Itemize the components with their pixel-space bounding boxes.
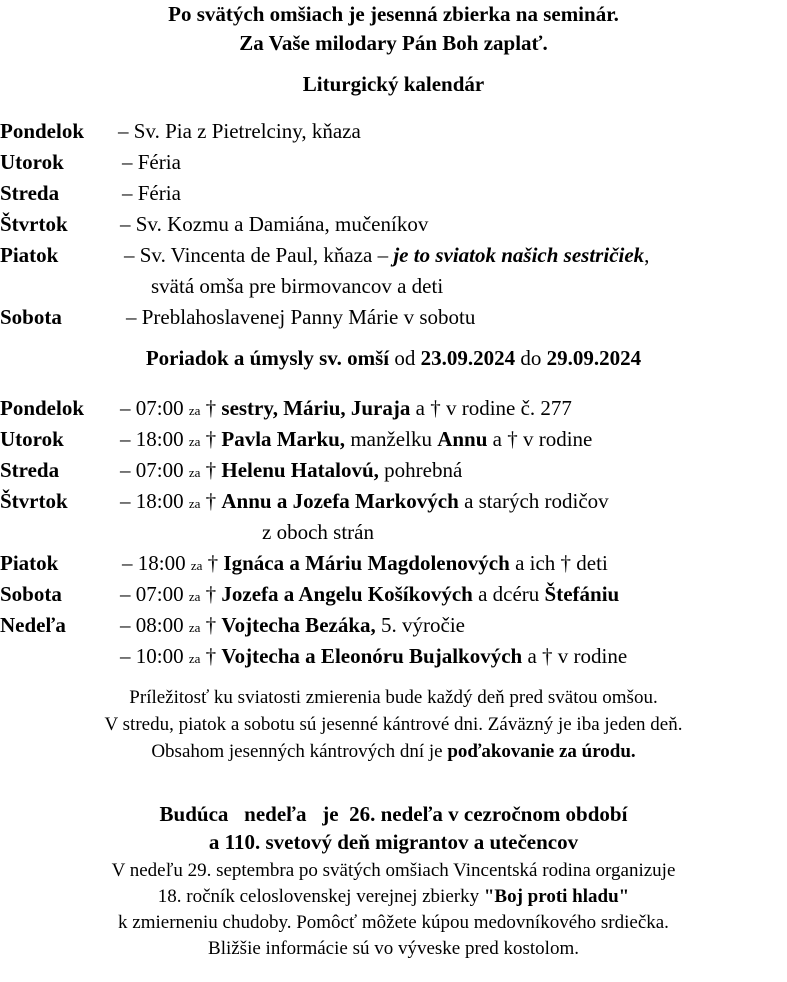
calendar-day: Štvrtok (0, 212, 68, 236)
calendar-day: Utorok (0, 150, 64, 174)
mass-za: za (188, 496, 201, 511)
mass-day: Piatok (0, 551, 59, 575)
calendar-entry: – Sv. Pia z Pietrelciny, kňaza (118, 119, 361, 143)
calendar-entry: – Preblahoslavenej Panny Márie v sobotu (126, 305, 476, 329)
mass-day: Pondelok (0, 396, 85, 420)
collection-notice (0, 0, 787, 58)
calendar-entry: – Féria (122, 150, 181, 174)
mass-za: za (190, 558, 203, 573)
calendar-entry: – Sv. Kozmu a Damiána, mučeníkov (120, 212, 429, 236)
calendar-entry-emphasis: je to sviatok našich sestričiek (393, 243, 645, 267)
mass-intention-text: pohrebná (378, 458, 463, 482)
mass-time: – 18:00 (120, 427, 184, 451)
mass-intention-text: a ich † deti (509, 551, 608, 575)
mass-cross: † (205, 396, 222, 420)
mass-day: Streda (0, 458, 60, 482)
notice-line-2: Za Vaše milodary Pán Boh zaplať. (239, 31, 548, 55)
announcements (0, 684, 787, 765)
calendar-entry (124, 240, 649, 271)
mass-cross: † (207, 551, 224, 575)
mass-day: Štvrtok (0, 489, 68, 513)
notice-line-1: Po svätých omšiach je jesenná zbierka na seminár. (168, 2, 619, 26)
next-sunday-line: Budúca nedeľa je 26. nedeľa v cezročnom období (159, 802, 628, 826)
mass-time: – 08:00 (120, 613, 184, 637)
announcement-emphasis: poďakovanie za úrodu. (447, 741, 636, 762)
mass-day: Utorok (0, 427, 64, 451)
mass-intention-text-2: a † v rodine (487, 427, 593, 451)
mass-time: – 07:00 (120, 396, 184, 420)
next-sunday-heading (0, 800, 787, 856)
mass-day: Nedeľa (0, 613, 66, 637)
vincent-campaign-name: "Boj proti hladu" (483, 886, 630, 907)
announcement-text: Obsahom jesenných kántrových dní je (151, 741, 448, 762)
mass-intention-names: Annu a Jozefa Markových (221, 489, 459, 513)
calendar-title: Liturgický kalendár (302, 72, 485, 96)
vincent-line: k zmierneniu chudoby. Pomôcť môžete kúpou medovníkového srdiečka. (118, 912, 669, 933)
mass-time: – 18:00 (122, 551, 186, 575)
calendar-entry-text: – Sv. Vincenta de Paul, kňaza – (124, 243, 394, 267)
mass-title-main: Poriadok a úmysly sv. omší (145, 346, 390, 370)
mass-intention-text: a † v rodine (522, 644, 628, 668)
announcement-line: V stredu, piatok a sobotu sú jesenné kántrové dni. Záväzný je iba jeden deň. (104, 714, 683, 735)
mass-intention-text: z oboch strán (262, 520, 374, 544)
mass-za: za (188, 589, 201, 604)
calendar-day: Sobota (0, 305, 62, 329)
mass-title-to: do (515, 346, 547, 370)
mass-entry (122, 548, 608, 581)
mass-za: za (188, 620, 201, 635)
vincent-line (0, 884, 787, 910)
mass-intention-names-2: Annu (437, 427, 488, 451)
mass-entry (120, 486, 609, 519)
calendar-day: Pondelok (0, 119, 85, 143)
mass-za: za (188, 651, 201, 666)
mass-title-from: od (389, 346, 421, 370)
mass-time: – 10:00 (120, 644, 184, 668)
vincent-line: V nedeľu 29. septembra po svätých omšiach Vincentská rodina organizuje (111, 860, 676, 881)
calendar-day: Streda (0, 181, 60, 205)
mass-cross: † (205, 613, 222, 637)
vincent-text: 18. ročník celoslovenskej verejnej zbierky (157, 886, 484, 907)
mass-za: za (188, 465, 201, 480)
mass-intention-names-2: Štefániu (544, 582, 620, 606)
mass-entry (120, 455, 462, 488)
mass-za: za (188, 434, 201, 449)
mass-intention-names: Jozefa a Angelu Košíkových (221, 582, 473, 606)
next-sunday-line: a 110. svetový deň migrantov a utečencov (208, 830, 579, 854)
mass-intention-names: Ignáca a Máriu Magdolenových (223, 551, 510, 575)
mass-entry (120, 393, 572, 426)
mass-time: – 07:00 (120, 458, 184, 482)
mass-intention-names: Pavla Marku, (221, 427, 346, 451)
mass-intention-names: Vojtecha a Eleonóru Bujalkových (221, 644, 523, 668)
mass-entry (120, 579, 619, 612)
mass-intention-text: a dcéru (472, 582, 545, 606)
mass-intention-text: manželku (345, 427, 438, 451)
mass-intention-text: 5. výročie (375, 613, 465, 637)
announcement-line (0, 738, 787, 765)
mass-za: za (188, 403, 201, 418)
calendar-day: Piatok (0, 243, 59, 267)
mass-intention-names: Helenu Hatalovú, (221, 458, 379, 482)
mass-time: – 07:00 (120, 582, 184, 606)
mass-cross: † (205, 582, 222, 606)
mass-day: Sobota (0, 582, 62, 606)
mass-schedule-title (0, 346, 787, 371)
announcement-line: Príležitosť ku sviatosti zmierenia bude každý deň pred svätou omšou. (129, 687, 658, 708)
mass-cross: † (205, 427, 222, 451)
mass-entry (120, 610, 465, 643)
calendar-entry-tail: , (644, 243, 650, 267)
calendar-entry: – Féria (122, 181, 181, 205)
mass-cross: † (205, 644, 222, 668)
vincent-collection (0, 858, 787, 962)
mass-entry (120, 641, 627, 674)
mass-cross: † (205, 458, 222, 482)
mass-title-date-to: 29.09.2024 (546, 346, 642, 370)
mass-intention-text: a † v rodine č. 277 (410, 396, 572, 420)
vincent-line: Bližšie informácie sú vo vývеske pred kostolom. (208, 938, 579, 959)
mass-intention-text: a starých rodičov (458, 489, 609, 513)
mass-title-date-from: 23.09.2024 (420, 346, 516, 370)
calendar-entry: svätá omša pre birmovancov a deti (151, 274, 444, 298)
mass-cross: † (205, 489, 222, 513)
mass-entry (120, 424, 592, 457)
mass-intention-names: Vojtecha Bezáka, (221, 613, 376, 637)
mass-intention-names: sestry, Máriu, Juraja (221, 396, 411, 420)
mass-time: – 18:00 (120, 489, 184, 513)
